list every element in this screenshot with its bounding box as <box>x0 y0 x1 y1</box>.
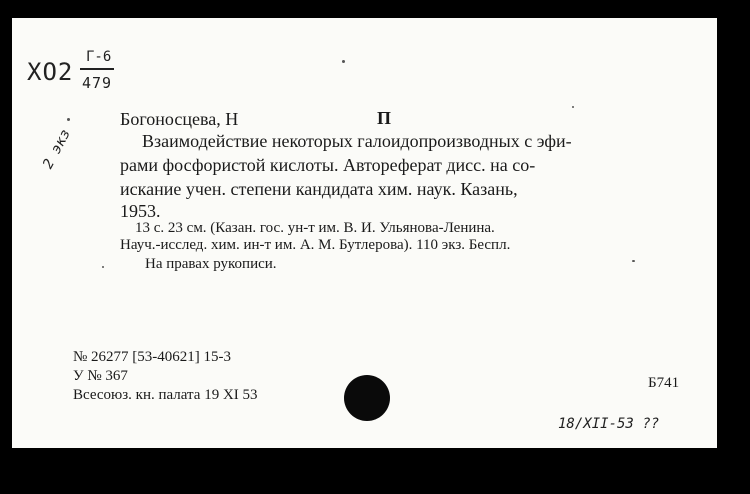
punch-hole <box>344 375 390 421</box>
call-number-divider <box>80 68 114 70</box>
paper-speck <box>67 118 70 121</box>
call-number-bottom: 479 <box>82 74 113 92</box>
shelf-mark: Б741 <box>648 375 680 391</box>
registry-number: № 26277 [53-40621] 15-3 <box>73 349 232 365</box>
imprint-year: 1953. <box>120 201 161 221</box>
title-line: рами фосфористой кислоты. Автореферат дисс. на со- <box>120 155 536 175</box>
margin-handwritten-note: 2 экз <box>40 126 74 172</box>
paper-speck <box>342 60 345 63</box>
paper-speck <box>572 106 574 108</box>
collation-line: Науч.-исслед. хим. ин-т им. А. М. Бутлерова). 110 экз. Беспл. <box>120 237 511 253</box>
author-surname: Богоносцева, Н <box>120 109 239 129</box>
paper-speck <box>632 260 635 262</box>
registry-number-secondary: У № 367 <box>73 368 128 384</box>
note-line: На правах рукописи. <box>145 256 277 272</box>
chamber-imprint: Всесоюз. кн. палата 19 XI 53 <box>73 387 258 403</box>
collation-line: 13 с. 23 см. (Казан. гос. ун-т им. В. И. Ульянова-Ленина. <box>135 220 495 236</box>
call-number-top: Г-6 <box>86 49 112 65</box>
paper-speck <box>102 266 104 268</box>
catalog-card <box>12 18 717 448</box>
title-line: искание учен. степени кандидата хим. наук. Казань, <box>120 179 518 199</box>
call-number-main: ХО2 <box>27 58 74 86</box>
handwritten-date-note: 18/XII-53 ?? <box>558 416 660 432</box>
title-line: Взаимодействие некоторых галоидопроизводных с эфи- <box>142 131 572 151</box>
author-patronymic-initial: П <box>377 108 392 128</box>
